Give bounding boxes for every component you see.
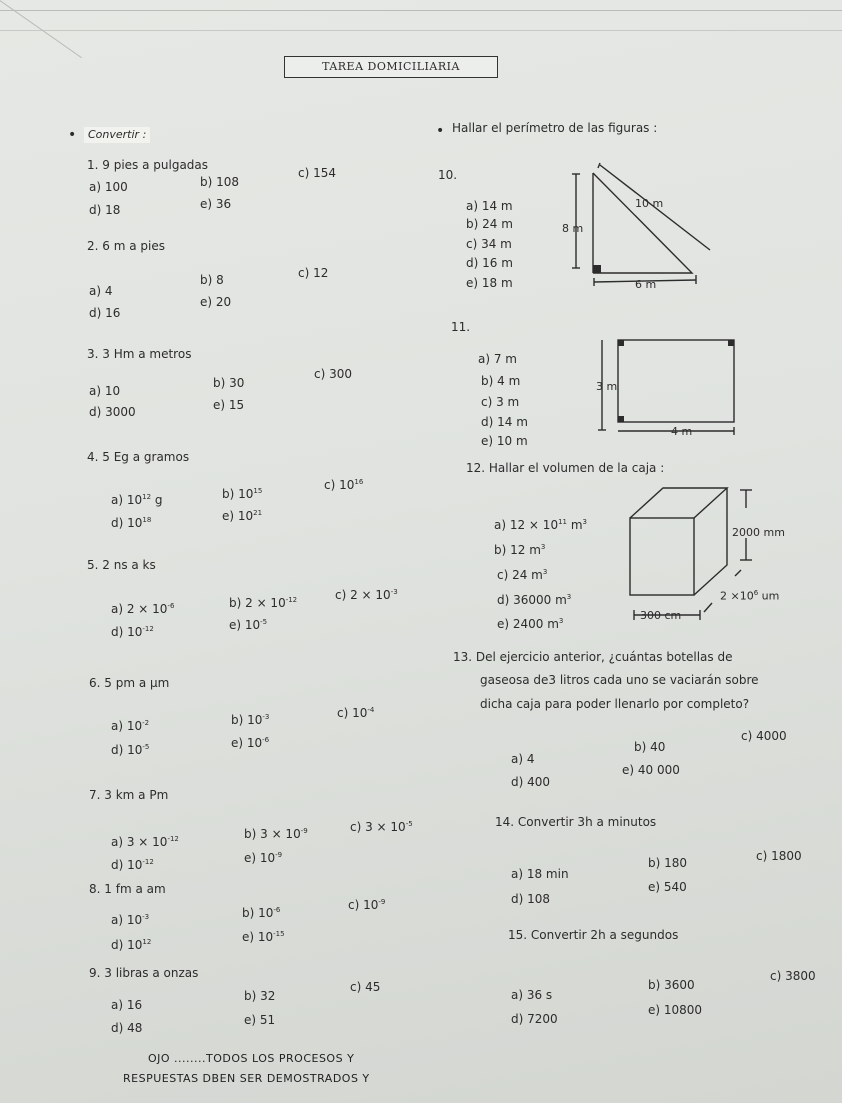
q8-option-c: c) $10^{-9}$ bbox=[348, 898, 386, 912]
q15-option-c: c) 3800 bbox=[770, 969, 816, 983]
q7-option-a: a) $3 \times 10^{-12}$ bbox=[111, 835, 179, 849]
q11-width-label: 4 m bbox=[671, 425, 693, 438]
q13-option-d: d) 400 bbox=[511, 775, 551, 789]
q3-label: 3. 3 Hm a metros bbox=[87, 347, 192, 361]
q10-triangle-figure bbox=[560, 160, 720, 290]
q1-option-d: d) 18 bbox=[89, 203, 121, 217]
q12-label: 12. Hallar el volumen de la caja : bbox=[466, 461, 665, 475]
q11-option-d: d) 14 m bbox=[481, 415, 528, 429]
q1-option-a: a) 100 bbox=[89, 180, 128, 194]
q12-option-d: d) 36000 $m^3$ bbox=[497, 593, 572, 607]
q10-base-label: 6 m bbox=[635, 278, 657, 291]
q13-option-b: b) 40 bbox=[634, 740, 666, 754]
q7-option-c: c) $3 \times 10^{-5}$ bbox=[350, 820, 413, 834]
q9-option-b: b) 32 bbox=[244, 989, 276, 1003]
q4-option-d: d) $10^{18}$ bbox=[111, 516, 152, 530]
q9-option-a: a) 16 bbox=[111, 998, 143, 1012]
q6-label: 6. 5 pm a μm bbox=[89, 676, 170, 690]
q5-option-b: b) $2 \times 10^{-12}$ bbox=[229, 596, 298, 610]
q14-option-a: a) 18 min bbox=[511, 867, 569, 881]
q10-option-e: e) 18 m bbox=[466, 276, 513, 290]
q2-option-a: a) 4 bbox=[89, 284, 113, 298]
q4-label: 4. 5 Eg a gramos bbox=[87, 450, 190, 464]
q15-option-e: e) 10800 bbox=[648, 1003, 703, 1017]
q1-option-b: b) 108 bbox=[200, 175, 240, 189]
q8-option-a: a) $10^{-3}$ bbox=[111, 913, 150, 927]
bullet: • bbox=[68, 127, 77, 143]
q13-line-2: gaseosa de3 litros cada uno se vaciarán sobre bbox=[480, 673, 759, 687]
q13-line-1: 13. Del ejercicio anterior, ¿cuántas botellas de bbox=[453, 650, 733, 664]
q2-label: 2. 6 m a pies bbox=[87, 239, 165, 253]
q2-option-c: c) 12 bbox=[298, 266, 329, 280]
q11-option-c: c) 3 m bbox=[481, 395, 520, 409]
left-heading: Convertir : bbox=[84, 127, 150, 143]
right-heading: Hallar el perímetro de las figuras : bbox=[452, 121, 658, 135]
q4-option-c: c) $10^{16}$ bbox=[324, 478, 364, 492]
footer-note-line-2: RESPUESTAS DBEN SER DEMOSTRADOS Y bbox=[123, 1072, 370, 1085]
q14-label: 14. Convertir 3h a minutos bbox=[495, 815, 657, 829]
q13-option-c: c) 4000 bbox=[741, 729, 787, 743]
q12-depth-dimension: $2 \times 10^6$ um bbox=[720, 589, 780, 603]
q7-option-d: d) $10^{-12}$ bbox=[111, 858, 154, 872]
q13-line-3: dicha caja para poder llenarlo por completo? bbox=[480, 697, 750, 711]
q12-option-b: b) 12 $m^3$ bbox=[494, 543, 546, 557]
q7-option-e: e) $10^{-9}$ bbox=[244, 851, 283, 865]
footer-note-line-1: OJO ........TODOS LOS PROCESOS Y bbox=[148, 1052, 355, 1065]
q14-option-b: b) 180 bbox=[648, 856, 688, 870]
q8-option-d: d) $10^{12}$ bbox=[111, 938, 152, 952]
q4-option-a: a) $10^{12}$ g bbox=[111, 493, 163, 507]
q7-option-b: b) $3 \times 10^{-9}$ bbox=[244, 827, 308, 841]
q12-option-a: a) $12 \times 10^{11}$ $m^3$ bbox=[494, 518, 587, 532]
q10-label: 10. bbox=[438, 168, 458, 182]
q5-option-a: a) $2 \times 10^{-6}$ bbox=[111, 602, 175, 616]
q15-option-b: b) 3600 bbox=[648, 978, 695, 992]
q10-option-c: c) 34 m bbox=[466, 237, 512, 251]
q3-option-c: c) 300 bbox=[314, 367, 352, 381]
q1-label: 1. 9 pies a pulgadas bbox=[87, 158, 209, 172]
q5-option-e: e) $10^{-5}$ bbox=[229, 618, 268, 632]
q1-option-e: e) 36 bbox=[200, 197, 232, 211]
q12-width-dimension: 300 cm bbox=[640, 609, 682, 622]
q2-option-b: b) 8 bbox=[200, 273, 224, 287]
q9-option-c: c) 45 bbox=[350, 980, 381, 994]
q2-option-e: e) 20 bbox=[200, 295, 232, 309]
q7-label: 7. 3 km a Pm bbox=[89, 788, 169, 802]
q3-option-b: b) 30 bbox=[213, 376, 245, 390]
q5-option-c: c) $2 \times 10^{-3}$ bbox=[335, 588, 398, 602]
q10-option-b: b) 24 m bbox=[466, 217, 513, 231]
q6-option-e: e) $10^{-6}$ bbox=[231, 736, 270, 750]
q5-option-d: d) $10^{-12}$ bbox=[111, 625, 154, 639]
q4-option-e: e) $10^{21}$ bbox=[222, 509, 263, 523]
paper-edge bbox=[0, 0, 842, 11]
q9-option-d: d) 48 bbox=[111, 1021, 143, 1035]
q11-option-a: a) 7 m bbox=[478, 352, 517, 366]
q4-option-b: b) $10^{15}$ bbox=[222, 487, 263, 501]
q3-option-e: e) 15 bbox=[213, 398, 245, 412]
q14-option-e: e) 540 bbox=[648, 880, 687, 894]
q15-label: 15. Convertir 2h a segundos bbox=[508, 928, 679, 942]
q8-option-b: b) $10^{-6}$ bbox=[242, 906, 281, 920]
page-title: TAREA DOMICILIARIA bbox=[284, 56, 498, 78]
q10-option-d: d) 16 m bbox=[466, 256, 513, 270]
q14-option-d: d) 108 bbox=[511, 892, 551, 906]
q10-hypotenuse-label: 10 m bbox=[635, 197, 664, 210]
q14-option-c: c) 1800 bbox=[756, 849, 802, 863]
bullet: • bbox=[436, 123, 445, 139]
q8-option-e: e) $10^{-15}$ bbox=[242, 930, 285, 944]
q12-option-e: e) 2400 $m^3$ bbox=[497, 617, 564, 631]
q12-box-figure bbox=[620, 480, 790, 630]
q9-label: 9. 3 libras a onzas bbox=[89, 966, 199, 980]
q10-height-label: 8 m bbox=[562, 222, 584, 235]
q6-option-d: d) $10^{-5}$ bbox=[111, 743, 150, 757]
q15-option-d: d) 7200 bbox=[511, 1012, 558, 1026]
q11-rectangle-figure bbox=[596, 330, 746, 440]
q8-label: 8. 1 fm a am bbox=[89, 882, 166, 896]
q3-option-a: a) 10 bbox=[89, 384, 121, 398]
q6-option-c: c) $10^{-4}$ bbox=[337, 706, 375, 720]
q13-option-a: a) 4 bbox=[511, 752, 535, 766]
q6-option-a: a) $10^{-2}$ bbox=[111, 719, 150, 733]
q6-option-b: b) $10^{-3}$ bbox=[231, 713, 270, 727]
q12-height-dimension: 2000 mm bbox=[732, 526, 785, 539]
q11-option-b: b) 4 m bbox=[481, 374, 521, 388]
q15-option-a: a) 36 s bbox=[511, 988, 553, 1002]
q11-option-e: e) 10 m bbox=[481, 434, 528, 448]
q11-label: 11. bbox=[451, 320, 471, 334]
q13-option-e: e) 40 000 bbox=[622, 763, 680, 777]
q1-option-c: c) 154 bbox=[298, 166, 336, 180]
q5-label: 5. 2 ns a ks bbox=[87, 558, 156, 572]
paper-fold bbox=[0, 30, 842, 31]
q12-option-c: c) 24 $m^3$ bbox=[497, 568, 548, 582]
q2-option-d: d) 16 bbox=[89, 306, 121, 320]
q3-option-d: d) 3000 bbox=[89, 405, 136, 419]
q11-height-label: 3 m bbox=[596, 380, 618, 393]
q9-option-e: e) 51 bbox=[244, 1013, 276, 1027]
q10-option-a: a) 14 m bbox=[466, 199, 513, 213]
